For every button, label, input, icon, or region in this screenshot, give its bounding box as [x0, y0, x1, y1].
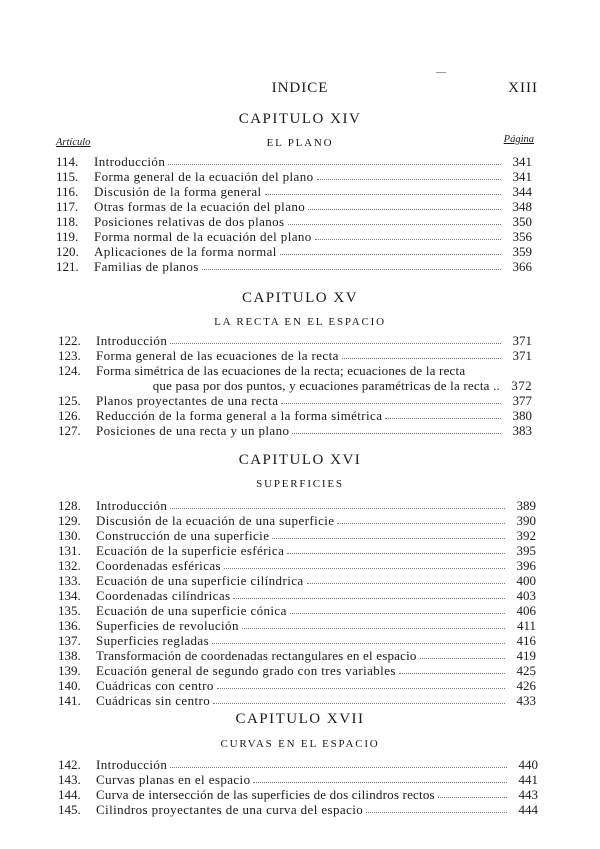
dot-leader — [170, 333, 501, 344]
entry-page: 377 — [512, 393, 532, 408]
dot-leader — [337, 513, 505, 524]
entry-page: 426 — [516, 678, 536, 693]
entry-title: Cilindros proyectantes de una curva del espacio — [96, 802, 364, 817]
toc-entry[interactable] — [58, 528, 536, 543]
toc-entry[interactable] — [58, 513, 536, 528]
dot-leader — [420, 648, 505, 659]
dot-leader — [265, 184, 501, 195]
entry-page: 395 — [516, 543, 536, 558]
toc-entry[interactable] — [58, 588, 536, 603]
entry-page: 380 — [512, 408, 532, 423]
chapter-title: CAPITULO XV — [241, 290, 359, 306]
entry-title-continuation: que pasa por dos puntos, y ecuaciones paramétricas de la recta .. — [152, 378, 500, 393]
entry-title: Ecuación de la superficie esférica — [96, 543, 285, 558]
column-header-pagina: Página — [503, 134, 534, 145]
entry-number: 126. — [58, 408, 81, 423]
entry-page: 341 — [512, 154, 532, 169]
dot-leader — [292, 423, 501, 434]
entry-number: 115. — [56, 169, 79, 184]
entry-page: 419 — [516, 648, 536, 663]
entry-title: Ecuación general de segundo grado con tres variables — [96, 663, 396, 678]
entry-title: Curvas planas en el espacio — [96, 772, 251, 787]
dot-leader — [217, 678, 505, 689]
column-header-articulo: Artículo — [56, 137, 91, 148]
toc-entry[interactable] — [58, 678, 536, 693]
entry-number: 134. — [58, 588, 81, 603]
entry-number: 120. — [56, 244, 79, 259]
entry-title: Cuádricas sin centro — [96, 693, 211, 708]
entry-page: 371 — [512, 348, 532, 363]
entry-title: Construcción de una superficie — [96, 528, 270, 543]
dot-leader — [168, 154, 501, 165]
entry-page: 348 — [512, 199, 532, 214]
entry-title: Transformación de coordenadas rectangulares en el espacio — [96, 648, 417, 663]
entry-title: Superficies regladas — [96, 633, 210, 648]
entry-title: Aplicaciones de la forma normal — [94, 244, 277, 259]
entry-title: Forma general de la ecuación del plano — [94, 169, 314, 184]
dot-leader — [224, 558, 505, 569]
dot-leader — [317, 169, 502, 180]
toc-entry[interactable] — [58, 408, 532, 423]
entry-number: 142. — [58, 757, 81, 772]
dot-leader — [399, 663, 505, 674]
entry-title: Forma general de las ecuaciones de la recta — [96, 348, 339, 363]
section-title: EL PLANO — [266, 137, 334, 149]
entry-page: 441 — [518, 772, 538, 787]
toc-entry[interactable] — [58, 603, 536, 618]
entry-number: 130. — [58, 528, 81, 543]
entry-title: Reducción de la forma general a la forma simétrica — [96, 408, 383, 423]
entry-number: 124. — [58, 363, 81, 378]
entry-page: 356 — [512, 229, 532, 244]
toc-entry[interactable] — [58, 648, 536, 663]
toc-entry[interactable] — [56, 229, 532, 244]
dot-leader — [438, 787, 507, 798]
entry-title: Introducción — [94, 154, 166, 169]
entry-title: Coordenadas esféricas — [96, 558, 221, 573]
entry-number: 139. — [58, 663, 81, 678]
entry-number: 138. — [58, 648, 81, 663]
toc-entry[interactable] — [58, 757, 538, 772]
entry-page: 411 — [516, 618, 536, 633]
toc-entry[interactable] — [58, 348, 532, 363]
dot-leader — [233, 588, 505, 599]
toc-entry[interactable] — [56, 259, 532, 274]
entry-page: 372 — [511, 378, 532, 393]
entry-page: 350 — [512, 214, 532, 229]
toc-entry[interactable] — [58, 543, 536, 558]
chapter-title: CAPITULO XIV — [238, 111, 362, 127]
toc-entry[interactable] — [56, 199, 532, 214]
entry-title: Discusión de la ecuación de una superficie — [96, 513, 335, 528]
entry-page: 344 — [512, 184, 532, 199]
entry-title: Forma normal de la ecuación del plano — [94, 229, 312, 244]
toc-entry[interactable] — [58, 363, 532, 378]
toc-entry[interactable] — [56, 244, 532, 259]
toc-entry[interactable] — [56, 214, 532, 229]
entry-number: 128. — [58, 498, 81, 513]
entry-number: 143. — [58, 772, 81, 787]
toc-entry[interactable] — [58, 787, 538, 802]
toc-entry[interactable] — [58, 693, 536, 708]
entry-page: 396 — [516, 558, 536, 573]
toc-entry[interactable] — [58, 618, 536, 633]
entry-title: Introducción — [96, 333, 168, 348]
entry-title: Posiciones relativas de dos planos — [94, 214, 285, 229]
dot-leader — [288, 214, 501, 225]
dot-leader — [212, 633, 505, 644]
toc-entry[interactable] — [58, 498, 536, 513]
toc-entry[interactable] — [58, 573, 536, 588]
entry-page: 359 — [512, 244, 532, 259]
entry-number: 137. — [58, 633, 81, 648]
entry-number: 114. — [56, 154, 79, 169]
entry-number: 140. — [58, 678, 81, 693]
entry-page: 392 — [516, 528, 536, 543]
entry-title: Familias de planos — [94, 259, 199, 274]
page-header — [0, 80, 600, 100]
entry-title: Planos proyectantes de una recta — [96, 393, 279, 408]
entry-page: 444 — [518, 802, 538, 817]
entry-title: Curva de intersección de las superficies de dos cilindros rectos — [96, 787, 435, 802]
entry-number: 121. — [56, 259, 79, 274]
entry-number: 144. — [58, 787, 81, 802]
dot-leader — [213, 693, 505, 704]
dot-leader — [253, 772, 507, 783]
entry-page: 366 — [512, 259, 532, 274]
entry-number: 125. — [58, 393, 81, 408]
entry-title: Cuádricas con centro — [96, 678, 214, 693]
entry-page: 389 — [516, 498, 536, 513]
entry-title: Superficies de revolución — [96, 618, 239, 633]
entry-number: 131. — [58, 543, 81, 558]
entry-number: 117. — [56, 199, 79, 214]
dot-leader — [315, 229, 501, 240]
entry-title: Forma simétrica de las ecuaciones de la recta; ecuaciones de la recta — [96, 363, 466, 378]
section-title: SUPERFICIES — [256, 478, 344, 490]
entry-number: 123. — [58, 348, 81, 363]
toc-entry[interactable] — [58, 802, 538, 817]
entry-page: 440 — [518, 757, 538, 772]
page-number: XIII — [508, 80, 538, 96]
entry-page: 403 — [516, 588, 536, 603]
entry-number: 122. — [58, 333, 81, 348]
toc-entry[interactable] — [58, 633, 536, 648]
entry-title: Coordenadas cilíndricas — [96, 588, 231, 603]
entry-title: Ecuación de una superficie cónica — [96, 603, 287, 618]
section-title: CURVAS EN EL ESPACIO — [220, 738, 380, 750]
entry-page: 406 — [516, 603, 536, 618]
dot-leader — [170, 498, 505, 509]
entry-title: Discusión de la forma general — [94, 184, 262, 199]
dot-leader — [272, 528, 505, 539]
dot-leader — [280, 244, 501, 255]
toc-entry[interactable] — [58, 558, 536, 573]
entry-number: 119. — [56, 229, 79, 244]
entry-page: 400 — [516, 573, 536, 588]
entry-page: 443 — [518, 787, 538, 802]
toc-entry[interactable] — [58, 393, 532, 408]
entry-number: 141. — [58, 693, 81, 708]
entry-number: 145. — [58, 802, 81, 817]
entry-title: Otras formas de la ecuación del plano — [94, 199, 306, 214]
entry-page: 390 — [516, 513, 536, 528]
entry-page: 425 — [516, 663, 536, 678]
dot-leader — [342, 348, 501, 359]
dot-leader — [366, 802, 507, 813]
entry-number: 127. — [58, 423, 81, 438]
dot-leader — [242, 618, 505, 629]
entry-page: 383 — [512, 423, 532, 438]
entry-number: 133. — [58, 573, 81, 588]
entry-title: Introducción — [96, 498, 168, 513]
scan-mark — [436, 72, 446, 73]
chapter-title: CAPITULO XVII — [235, 711, 365, 727]
dot-leader — [308, 199, 501, 210]
chapter-title: CAPITULO XVI — [238, 452, 362, 468]
entry-page: 341 — [512, 169, 532, 184]
entry-number: 135. — [58, 603, 81, 618]
entry-number: 118. — [56, 214, 79, 229]
toc-entry[interactable] — [58, 333, 532, 348]
entry-number: 136. — [58, 618, 81, 633]
dot-leader — [307, 573, 505, 584]
entry-title: Introducción — [96, 757, 168, 772]
toc-entry-continuation[interactable] — [140, 378, 532, 393]
toc-entry[interactable] — [58, 663, 536, 678]
dot-leader — [202, 259, 501, 270]
section-title: LA RECTA EN EL ESPACIO — [214, 316, 386, 328]
entry-number: 116. — [56, 184, 79, 199]
entry-page: 416 — [516, 633, 536, 648]
dot-leader — [385, 408, 501, 419]
entry-page: 371 — [512, 333, 532, 348]
entry-title: Posiciones de una recta y un plano — [96, 423, 290, 438]
page-title: INDICE — [271, 80, 329, 96]
toc-entry[interactable] — [58, 772, 538, 787]
entry-title: Ecuación de una superficie cilíndrica — [96, 573, 304, 588]
dot-leader — [290, 603, 505, 614]
dot-leader — [287, 543, 505, 554]
entry-page: 433 — [516, 693, 536, 708]
entry-number: 132. — [58, 558, 81, 573]
toc-entry[interactable] — [56, 154, 532, 169]
dot-leader — [281, 393, 501, 404]
dot-leader — [170, 757, 507, 768]
toc-entry[interactable] — [58, 423, 532, 438]
entry-number: 129. — [58, 513, 81, 528]
toc-entry[interactable] — [56, 169, 532, 184]
toc-entry[interactable] — [56, 184, 532, 199]
